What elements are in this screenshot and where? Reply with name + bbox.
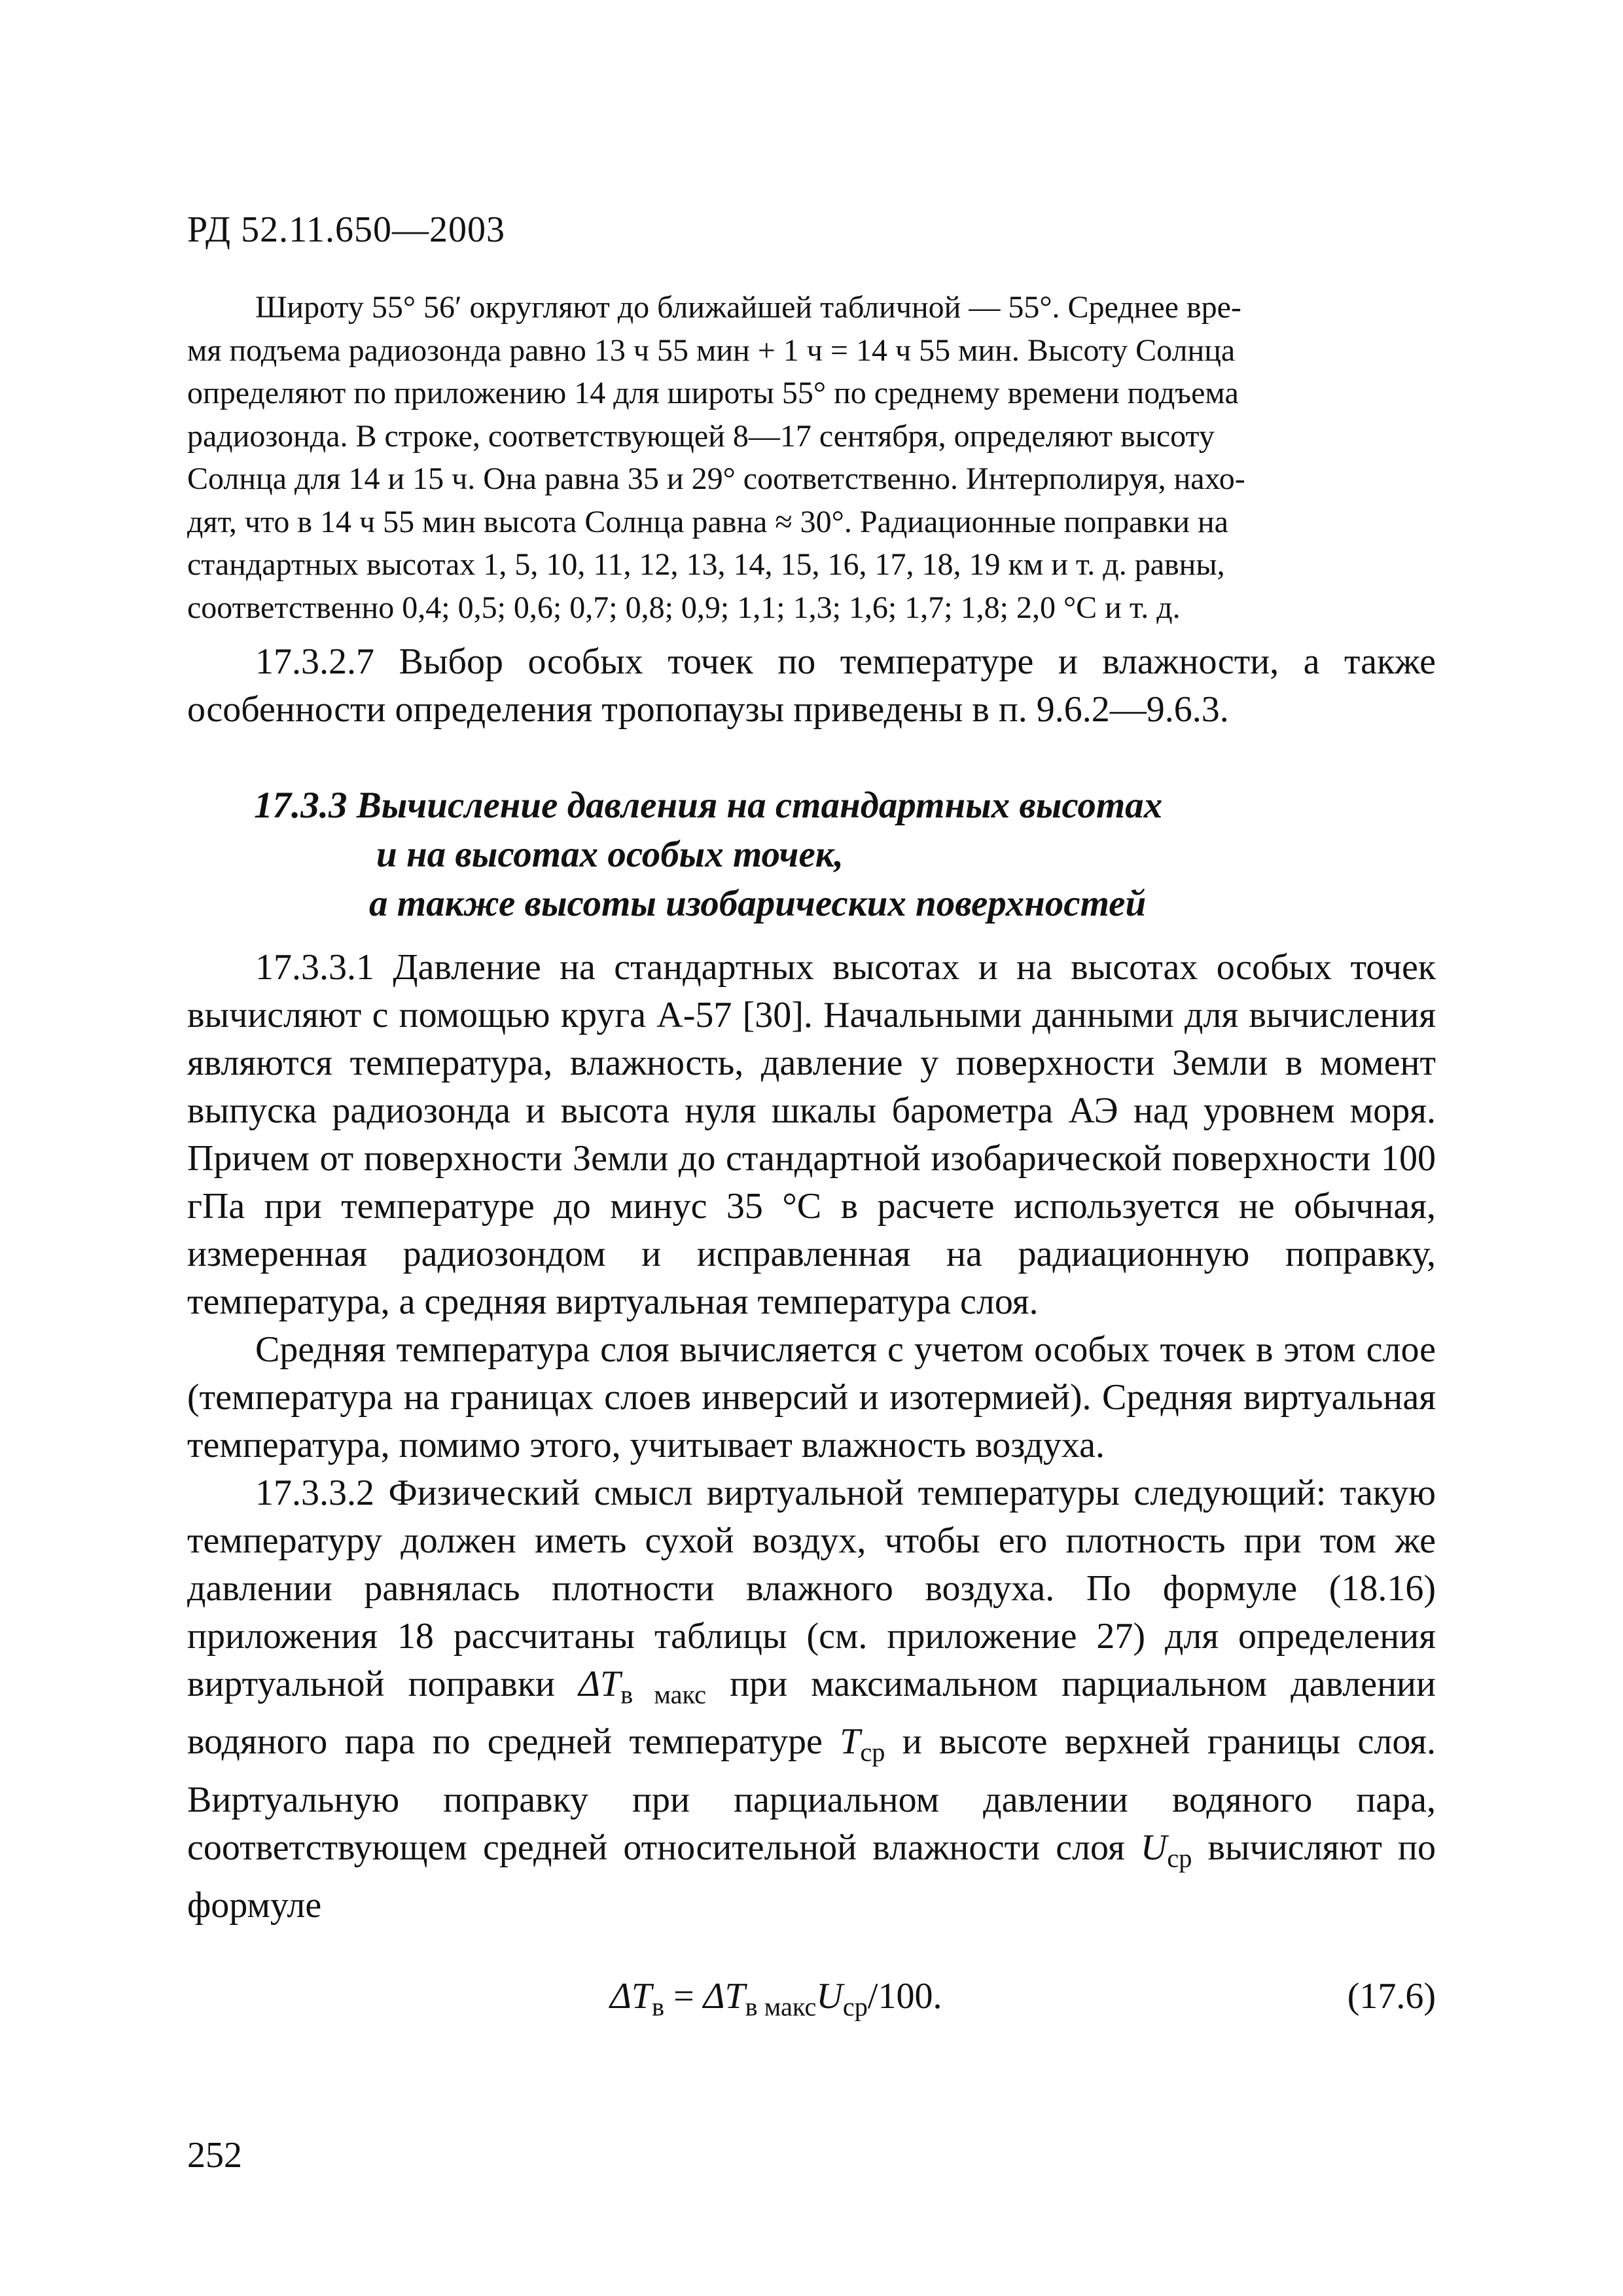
document-id-header: РД 52.11.650—2003 (187, 209, 506, 250)
paragraph-17-3-3-2 (187, 1469, 1436, 1929)
subscript-sr: ср (1167, 1842, 1192, 1873)
example-line: мя подъема радиозонда равно 13 ч 55 мин + 1 ч = 14 ч 55 мин. Высоту Солнца (187, 332, 1236, 368)
paragraph-text: вычисляют по формуле (187, 1827, 1436, 1926)
section-heading-17-3-3 (254, 781, 1162, 928)
paragraph-text: при максимальном парциальном давлении водяного пара по средней температуре (187, 1664, 1436, 1763)
paragraph-text: 17.3.3.2 Физический смысл виртуальной температуры следующий: такую температуру должен иметь сухой воздух, чтобы его плотность при том же давлении равнялась плотности влажного воздуха. По формуле (18.16) приложения 18 рассчитаны таблицы (см. приложение 27) для определения виртуальной поправки (187, 1473, 1436, 1704)
subscript-v-max: в макс (620, 1679, 707, 1710)
example-line: Солнца для 14 и 15 ч. Она равна 35 и 29° соответственно. Интерполируя, нахо- (187, 461, 1245, 496)
formula-number: (17.6) (1347, 1976, 1436, 2017)
paragraph-mean-temperature: Средняя температура слоя вычисляется с учетом особых точек в этом слое (температура на границах слоев инверсий и изотермией). Средняя виртуальная температура, помимо этого, учитывает влажность воздуха. (187, 1329, 1436, 1465)
formula-u-symbol: U (816, 1976, 843, 2017)
paragraph-17-3-3-1: 17.3.3.1 Давление на стандартных высотах и на высотах особых точек вычисляют с помощью круга А-57 [30]. Начальными данными для вычисления являются температура, влажность, давление у поверхности Земли в момент выпуска радиозонда и высота нуля шкалы барометра АЭ над уровнем моря. Причем от поверхности Земли до стандартной изобарической поверхности 100 гПа при температуре до минус 35 °С в расчете используется не обычная, измеренная радиозондом и исправленная на радиационную поправку, температура, а средняя виртуальная температура слоя. (187, 947, 1436, 1322)
formula-equals: = (664, 1976, 704, 2017)
subscript-sr: ср (860, 1737, 885, 1767)
section-heading-line: и на высотах особых точек, (376, 834, 844, 875)
formula-17-6 (187, 1971, 1436, 2021)
example-line: соответственно 0,4; 0,5; 0,6; 0,7; 0,8; 0,9; 1,1; 1,3; 1,6; 1,7; 1,8; 2,0 °С и т. д. (187, 590, 1181, 625)
formula-lhs-symbol: ΔT (610, 1976, 652, 2017)
formula-expression (610, 1971, 942, 2032)
formula-rhs-subscript: в макс (745, 1992, 817, 2022)
example-line: дят, что в 14 ч 55 мин высота Солнца равна ≈ 30°. Радиационные поправки на (187, 504, 1228, 539)
formula-u-subscript: ср (842, 1992, 868, 2022)
page-number: 252 (187, 2135, 242, 2176)
formula-tail: /100. (867, 1976, 942, 2017)
paragraph-17-3-2-7-block (187, 638, 1436, 734)
formula-lhs-subscript: в (652, 1992, 665, 2022)
section-heading-line: 17.3.3 Вычисление давления на стандартных высотах (254, 785, 1163, 826)
t-symbol: T (840, 1721, 861, 1763)
paragraph-text: и высоте верхней границы слоя. Виртуальную поправку при парциальном давлении водяного пара, соответствующем средней относительной влажности слоя (187, 1721, 1436, 1868)
example-line: Широту 55° 56′ округляют до ближайшей табличной — 55°. Среднее вре- (255, 290, 1241, 325)
worked-example-block (187, 286, 1436, 629)
delta-t-symbol: ΔT (579, 1664, 621, 1704)
paragraph-17-3-2-7: 17.3.2.7 Выбор особых точек по температуре и влажности, а также особенности определения тропопаузы приведены в п. 9.6.2—9.6.3. (187, 641, 1436, 730)
example-line: радиозонда. В строке, соответствующей 8—17 сентября, определяют высоту (187, 418, 1215, 454)
main-body-text (187, 944, 1436, 1929)
example-line: определяют по приложению 14 для широты 55° по среднему времени подъема (187, 376, 1239, 410)
u-symbol: U (1140, 1827, 1168, 1868)
section-heading-line: а также высоты изобарических поверхностей (369, 883, 1147, 924)
example-line: стандартных высотах 1, 5, 10, 11, 12, 13, 14, 15, 16, 17, 18, 19 км и т. д. равны, (187, 547, 1225, 582)
formula-rhs-symbol: ΔT (703, 1976, 745, 2017)
